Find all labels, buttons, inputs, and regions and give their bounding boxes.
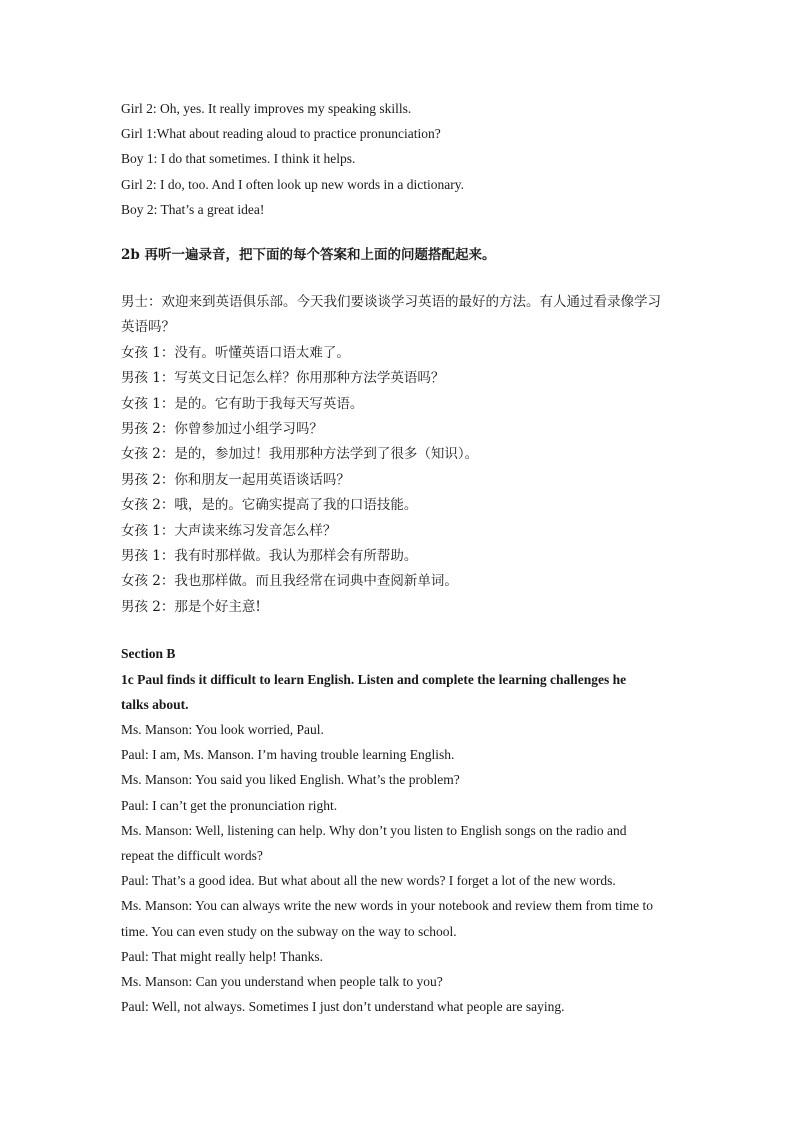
dialogue-line: 女孩 1：没有。听懂英语口语太难了。: [121, 344, 350, 361]
dialogue-line: Girl 1:What about reading aloud to practice pronunciation?: [121, 126, 441, 142]
dialogue-line: 女孩 2：我也那样做。而且我经常在词典中查阅新单词。: [121, 573, 458, 590]
dialogue-line: Ms. Manson: Can you understand when people talk to you?: [121, 973, 443, 989]
dialogue-line: Boy 1: I do that sometimes. I think it helps.: [121, 151, 356, 167]
dialogue-line: 英语吗？: [121, 319, 175, 336]
dialogue-line: 男孩 2：你和朋友一起用英语谈话吗？: [121, 471, 350, 488]
dialogue-line: Paul: I can’t get the pronunciation right.: [121, 797, 338, 813]
dialogue-line: 女孩 2：哦，是的。它确实提高了我的口语技能。: [121, 497, 418, 514]
dialogue-line: Ms. Manson: Well, listening can help. Why don’t you listen to English songs on the radio and: [121, 822, 627, 838]
section-b-heading: Section B: [121, 646, 176, 662]
dialogue-line: Boy 2: That’s a great idea!: [121, 201, 265, 217]
dialogue-line: Girl 2: I do, too. And I often look up new words in a dictionary.: [121, 176, 464, 192]
heading-1c: 1c Paul finds it difficult to learn English. Listen and complete the learning challenges he: [121, 671, 627, 687]
dialogue-line: repeat the difficult words?: [121, 847, 263, 863]
heading-2b: 2b 再听一遍录音，把下面的每个答案和上面的问题搭配起来。: [121, 247, 496, 264]
dialogue-line: 男孩 1：写英文日记怎么样？你用那种方法学英语吗？: [121, 370, 445, 387]
dialogue-line: Paul: That might really help! Thanks.: [121, 948, 323, 964]
dialogue-line: 男孩 2：你曾参加过小组学习吗？: [121, 421, 323, 438]
dialogue-line: Ms. Manson: You look worried, Paul.: [121, 721, 324, 737]
dialogue-line: time. You can even study on the subway on the way to school.: [121, 923, 457, 939]
heading-1c-continued: talks about.: [121, 696, 189, 712]
dialogue-line: Paul: That’s a good idea. But what about all the new words? I forget a lot of the new words.: [121, 873, 616, 889]
dialogue-line: Paul: I am, Ms. Manson. I’m having trouble learning English.: [121, 747, 455, 763]
dialogue-block-english-2: [121, 717, 691, 1019]
dialogue-line: 男士：欢迎来到英语俱乐部。今天我们要谈谈学习英语的最好的方法。有人通过看录像学习: [121, 294, 661, 311]
dialogue-block-chinese: [121, 290, 691, 620]
dialogue-line: Ms. Manson: You can always write the new words in your notebook and review them from time to: [121, 898, 654, 914]
dialogue-line: Ms. Manson: You said you liked English. What’s the problem?: [121, 772, 460, 788]
dialogue-line: 女孩 1：大声读来练习发音怎么样？: [121, 522, 337, 539]
dialogue-line: 男孩 2：那是个好主意!: [121, 598, 261, 615]
dialogue-line: Girl 2: Oh, yes. It really improves my speaking skills.: [121, 101, 412, 116]
document-page: [121, 96, 691, 1019]
dialogue-line: 男孩 1：我有时那样做。我认为那样会有所帮助。: [121, 548, 418, 565]
dialogue-line: Paul: Well, not always. Sometimes I just don’t understand what people are saying.: [121, 999, 565, 1015]
dialogue-block-english-1: [121, 96, 691, 222]
dialogue-line: 女孩 2：是的，参加过！我用那种方法学到了很多（知识）。: [121, 446, 479, 463]
dialogue-line: 女孩 1：是的。它有助于我每天写英语。: [121, 395, 364, 412]
